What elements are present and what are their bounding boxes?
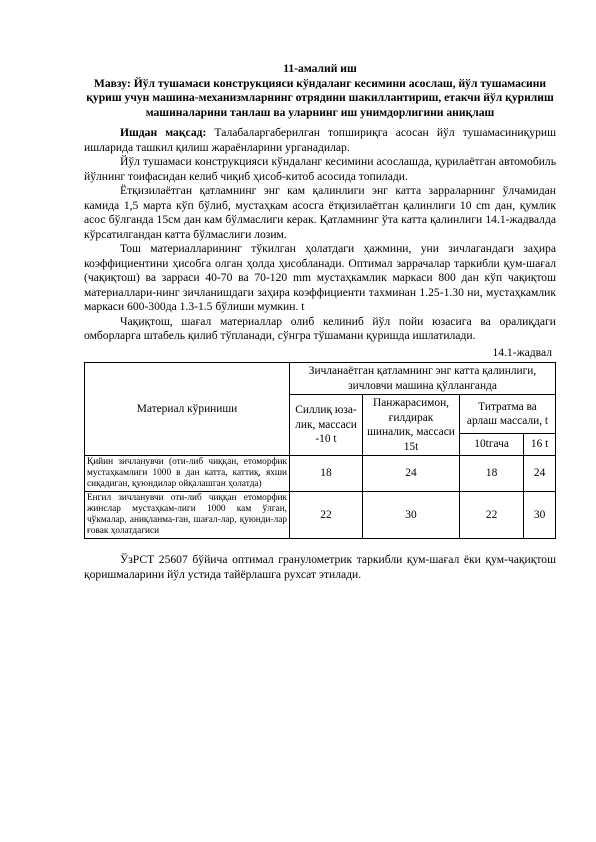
header-material: Материал кўриниши	[85, 363, 290, 456]
document-content	[84, 62, 556, 582]
cell-10t: 18	[460, 456, 524, 492]
header-lattice: Панжарасимон, ғилдирак шиналик, массаси 15t	[363, 395, 460, 456]
document-title: 11-амалий иш	[283, 62, 357, 75]
paragraph-2: Ётқизилаётган қатламнинг энг кам қалинлиги энг катта зарраларнинг ўлчамидан камида 1,5 марта кўп бўлиб, мустаҳкам асосга ётқизилаётган қалинлиги 10 cm дан, қумлик асос бўлганда 15см дан кам бўлмаслиги керак. Қатламнинг ўта катта қалинлиги 14.1-жадвалда кўрсатилгандан катта бўлмаслиги лозим.	[84, 184, 556, 241]
closing-paragraph: ЎзРСТ 25607 бўйича оптимал гранулометрик таркибли қум-шағал ёки қум-чақиқтош қоришмаларини йўл устида тайёрлашга рухсат этилади.	[84, 553, 556, 581]
header-smooth: Силлиқ юза-лик, массаси -10 t	[290, 395, 363, 456]
cell-lattice: 30	[363, 492, 460, 539]
paragraph-1: Йўл тушамаси конструкцияси кўндаланг кесимини асослашда, қурилаётган автомобиль йўлнинг тоифасидан келиб чиқиб ҳисоб-китоб асосида топилади.	[84, 155, 556, 183]
row-material-desc: Енгил зичланувчи оти-либ чиққан етоморфик жинслар мустаҳкам-лиги 1000 кам ўлган, чўкмалар, аниқланма-ган, шағал-лар, қуюнди-лар ғовак ҳолатдагиси	[85, 492, 290, 539]
table-row	[85, 456, 556, 492]
paragraph-4: Чақиқтош, шағал материаллар олиб келиниб йўл пойи юзасига ва оралиқдаги омборларга штабель қилиб тўпланади, сўнгра тўшамани қуришда ишлатилади.	[84, 314, 556, 342]
cell-smooth: 18	[290, 456, 363, 492]
cell-10t: 22	[460, 492, 524, 539]
compaction-table	[84, 362, 556, 539]
header-10t: 10tгача	[460, 434, 524, 456]
goal-paragraph	[84, 126, 556, 155]
paragraph-3: Тош материалларининг тўкилган ҳолатдаги ҳажмини, уни зичлагандаги заҳира коэффициентини ҳисобга олган ҳолда ҳисобланади. Оптимал заррачалар таркибли қум-шағал (чақиқтош) ва зарраси 40-70 ва 70-120 mm мустаҳкамлик маркаси 800 дан кўп чақиқтош материаллари-нинг зичланишдаги заҳира коэффициенти тахминан 1.25-1.30 ни, мустаҳкамлик маркаси 600-300да 1.3-1.5 бўлиши мумкин. t	[84, 242, 556, 313]
cell-16t: 30	[524, 492, 556, 539]
cell-16t: 24	[524, 456, 556, 492]
cell-smooth: 22	[290, 492, 363, 539]
goal-text: Талабаларгаберилган топшириқга асосан йўл тушамасиниқуриш ишларида ташкил қилиш жараёнларини урганадилар.	[84, 126, 556, 154]
cell-lattice: 24	[363, 456, 460, 492]
header-group: Зичланаётган қатламнинг энг катта қалинлиги, зичловчи машина қўлланганда	[290, 363, 556, 395]
header-tamping: Титратма ва арлаш массали, t	[460, 395, 556, 434]
row-material-desc: Қийин зичланувчи (оти-либ чиққан, етоморфик мустаҳкамлиги 1000 в дан катта, каттиқ, яхши сиқадиган, қуюндилар ойқалашган ҳолатда)	[85, 456, 290, 492]
table-caption: 14.1-жадвал	[492, 345, 552, 359]
header-16t: 16 t	[524, 434, 556, 456]
goal-label: Ишдан мақсад:	[120, 126, 207, 139]
table-header-row-1	[85, 363, 556, 395]
document-subject: Мавзу: Йўл тушамаси конструкцияси кўндаланг кесимини асослаш, йўл тушамасини қуриш учун машина-механизмларнинг отрядини шакиллантириш, етакчи йўл қурилиш машиналарини танлаш ва уларнинг иш унимдорлигини аниқлаш	[86, 76, 554, 119]
table-row	[85, 492, 556, 539]
